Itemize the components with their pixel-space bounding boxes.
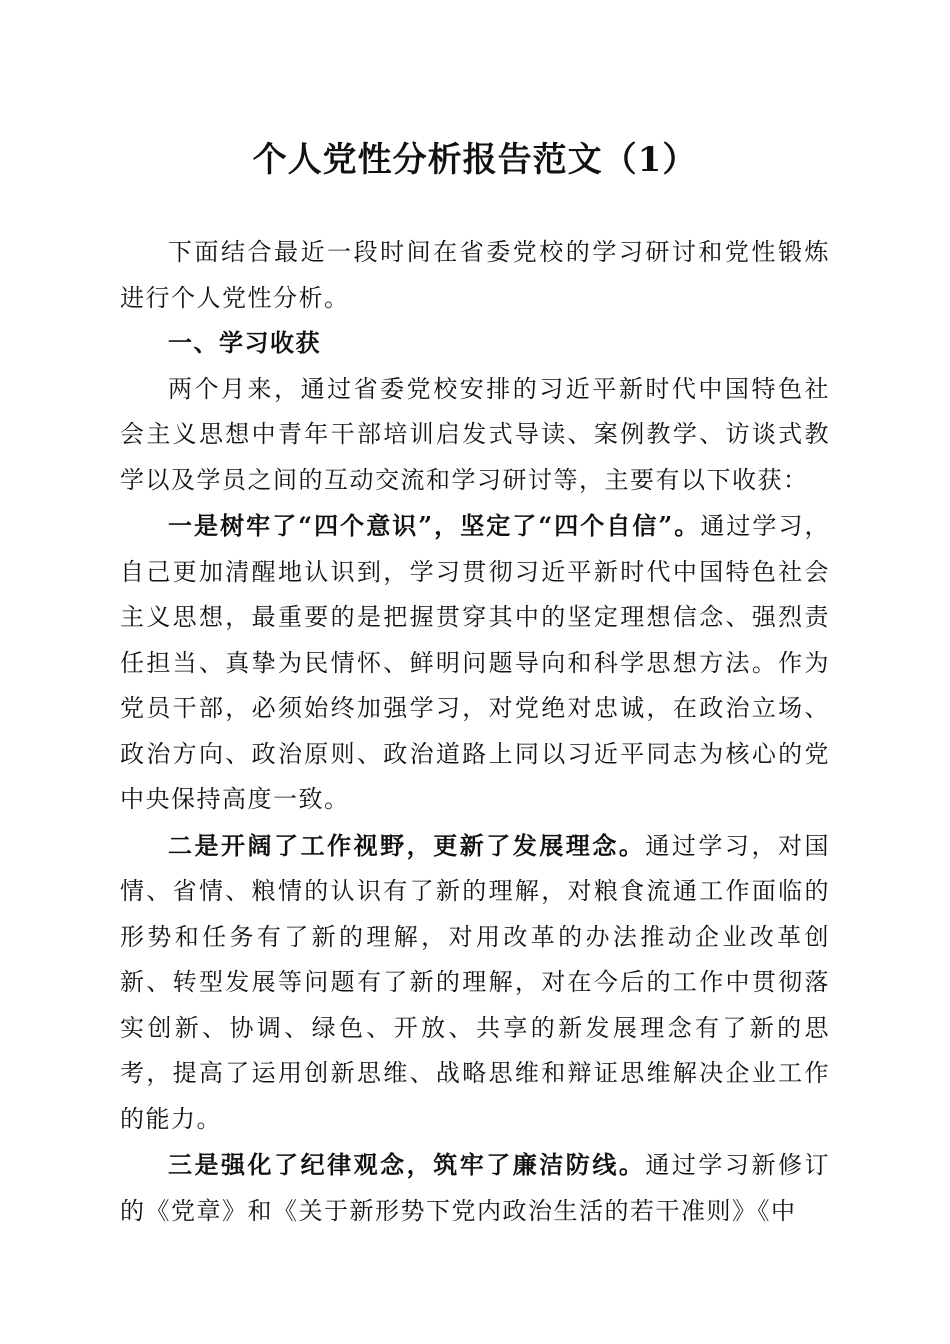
point-paragraph-3	[120, 1142, 830, 1234]
point-paragraph-1	[120, 503, 830, 823]
point-lead: 三是强化了纪律观念，筑牢了廉洁防线。	[168, 1150, 646, 1179]
point-lead: 一是树牢了“四个意识”，坚定了“四个自信”。	[168, 511, 701, 540]
document-body	[120, 230, 830, 1234]
point-text: 通过学习，自己更加清醒地认识到，学习贯彻习近平新时代中国特色社会主义思想，最重要的是把握贯穿其中的坚定理想信念、强烈责任担当、真挚为民情怀、鲜明问题导向和科学思想方法。作为党员干部，必须始终加强学习，对党绝对忠诚，在政治立场、政治方向、政治原则、政治道路上同以习近平同志为核心的党中央保持高度一致。	[120, 512, 831, 813]
point-text: 通过学习新修订的《党章》和《关于新形势下党内政治生活的若干准则》《中	[120, 1151, 830, 1225]
section-heading: 一、学习收获	[168, 329, 321, 357]
point-lead: 二是开阔了工作视野，更新了发展理念。	[168, 830, 646, 860]
overview-paragraph: 两个月来，通过省委党校安排的习近平新时代中国特色社会主义思想中青年干部培训启发式导读、案例教学、访谈式教学以及学员之间的互动交流和学习研讨等，主要有以下收获：	[120, 374, 830, 494]
intro-paragraph: 下面结合最近一段时间在省委党校的学习研讨和党性锻炼进行个人党性分析。	[120, 238, 830, 312]
page-title: 个人党性分析报告范文（1）	[252, 140, 698, 180]
point-paragraph-2	[120, 823, 830, 1143]
point-text: 通过学习，对国情、省情、粮情的认识有了新的理解，对粮食流通工作面临的形势和任务有了新的理解，对用改革的办法推动企业改革创新、转型发展等问题有了新的理解，对在今后的工作中贯彻落实创新、协调、绿色、开放、共享的新发展理念有了新的思考，提高了运用创新思维、战略思维和辩证思维解决企业工作的能力。	[120, 831, 830, 1133]
